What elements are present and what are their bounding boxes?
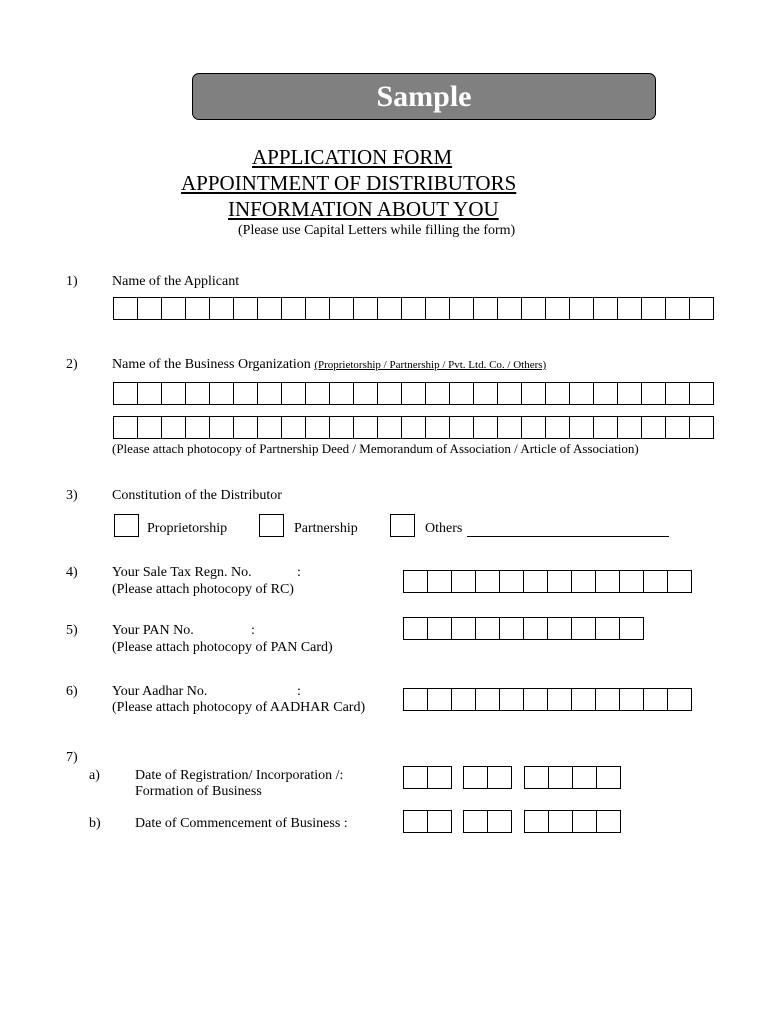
character-box[interactable] <box>377 382 402 405</box>
q2-label-text: Name of the Business Organization <box>112 357 311 372</box>
character-box[interactable] <box>689 416 714 439</box>
q2-label-hint: (Proprietorship / Partnership / Pvt. Ltd. Co. / Others) <box>314 359 547 371</box>
others-specify-line[interactable] <box>467 536 669 537</box>
character-box[interactable] <box>305 416 330 439</box>
character-box[interactable] <box>427 617 452 640</box>
character-box[interactable] <box>473 297 498 320</box>
character-box[interactable] <box>305 297 330 320</box>
q7a-number: a) <box>89 768 100 783</box>
character-box[interactable] <box>233 416 258 439</box>
character-box[interactable] <box>427 570 452 593</box>
proprietorship-label: Proprietorship <box>147 521 228 536</box>
character-box[interactable] <box>403 810 428 833</box>
q7-number: 7) <box>66 750 78 765</box>
character-box[interactable] <box>377 297 402 320</box>
character-box[interactable] <box>425 297 450 320</box>
character-box[interactable] <box>233 297 258 320</box>
pan-number-boxes[interactable] <box>403 617 644 640</box>
character-box[interactable] <box>521 416 546 439</box>
character-box[interactable] <box>641 297 666 320</box>
character-box[interactable] <box>547 617 572 640</box>
q5-number: 5) <box>66 623 78 638</box>
q5-attach-note: (Please attach photocopy of PAN Card) <box>112 640 333 655</box>
character-box[interactable] <box>665 297 690 320</box>
character-box[interactable] <box>281 297 306 320</box>
partnership-label: Partnership <box>294 521 358 536</box>
business-name-boxes-line-1[interactable] <box>113 382 714 405</box>
character-box[interactable] <box>329 297 354 320</box>
character-box[interactable] <box>463 810 488 833</box>
character-box[interactable] <box>473 382 498 405</box>
character-box[interactable] <box>449 382 474 405</box>
character-box[interactable] <box>449 416 474 439</box>
character-box[interactable] <box>499 617 524 640</box>
character-box[interactable] <box>572 810 597 833</box>
character-box[interactable] <box>427 810 452 833</box>
character-box[interactable] <box>617 416 642 439</box>
character-box[interactable] <box>353 382 378 405</box>
q4-attach-note: (Please attach photocopy of RC) <box>112 582 294 597</box>
character-box[interactable] <box>545 416 570 439</box>
q7a-label-line-1: Date of Registration/ Incorporation /: <box>135 768 344 783</box>
character-box[interactable] <box>643 570 668 593</box>
character-box[interactable] <box>689 382 714 405</box>
q1-label: Name of the Applicant <box>112 274 240 289</box>
q7a-label-line-2: Formation of Business <box>135 784 262 799</box>
character-box[interactable] <box>473 416 498 439</box>
character-box[interactable] <box>403 617 428 640</box>
q4-number: 4) <box>66 565 78 580</box>
character-box[interactable] <box>475 688 500 711</box>
character-box[interactable] <box>329 416 354 439</box>
character-box[interactable] <box>571 617 596 640</box>
character-box[interactable] <box>569 297 594 320</box>
character-box[interactable] <box>593 297 618 320</box>
character-box[interactable] <box>547 688 572 711</box>
character-box[interactable] <box>595 688 620 711</box>
character-box[interactable] <box>451 688 476 711</box>
character-box[interactable] <box>617 382 642 405</box>
character-box[interactable] <box>305 382 330 405</box>
banner-text: Sample <box>376 79 472 113</box>
character-box[interactable] <box>161 416 186 439</box>
character-box[interactable] <box>401 382 426 405</box>
character-box[interactable] <box>403 570 428 593</box>
character-box[interactable] <box>185 297 210 320</box>
character-box[interactable] <box>497 416 522 439</box>
q7b-label: Date of Commencement of Business : <box>135 816 348 831</box>
character-box[interactable] <box>524 766 549 789</box>
character-box[interactable] <box>571 570 596 593</box>
character-box[interactable] <box>403 766 428 789</box>
others-checkbox[interactable] <box>390 514 415 537</box>
character-box[interactable] <box>499 688 524 711</box>
character-box[interactable] <box>497 297 522 320</box>
applicant-name-boxes[interactable] <box>113 297 714 320</box>
q6-colon: : <box>297 684 301 699</box>
character-box[interactable] <box>641 416 666 439</box>
character-box[interactable] <box>463 766 488 789</box>
character-box[interactable] <box>185 416 210 439</box>
character-box[interactable] <box>113 416 138 439</box>
character-box[interactable] <box>499 570 524 593</box>
character-box[interactable] <box>401 416 426 439</box>
character-box[interactable] <box>667 688 692 711</box>
character-box[interactable] <box>475 570 500 593</box>
form-title: APPLICATION FORM <box>252 145 453 169</box>
q5-label: Your PAN No. <box>112 623 194 638</box>
character-box[interactable] <box>593 416 618 439</box>
character-box[interactable] <box>545 382 570 405</box>
character-box[interactable] <box>257 416 282 439</box>
character-box[interactable] <box>451 617 476 640</box>
character-box[interactable] <box>425 382 450 405</box>
character-box[interactable] <box>113 382 138 405</box>
character-box[interactable] <box>257 382 282 405</box>
q2-label <box>112 357 546 373</box>
character-box[interactable] <box>548 810 573 833</box>
sample-banner <box>192 73 656 120</box>
character-box[interactable] <box>665 382 690 405</box>
commencement-date-year-boxes[interactable] <box>524 810 621 833</box>
character-box[interactable] <box>451 570 476 593</box>
character-box[interactable] <box>329 382 354 405</box>
character-box[interactable] <box>545 297 570 320</box>
character-box[interactable] <box>475 617 500 640</box>
character-box[interactable] <box>523 570 548 593</box>
character-box[interactable] <box>617 297 642 320</box>
character-box[interactable] <box>137 416 162 439</box>
character-box[interactable] <box>596 766 621 789</box>
character-box[interactable] <box>524 810 549 833</box>
character-box[interactable] <box>641 382 666 405</box>
character-box[interactable] <box>593 382 618 405</box>
character-box[interactable] <box>572 766 597 789</box>
character-box[interactable] <box>137 297 162 320</box>
character-box[interactable] <box>619 570 644 593</box>
character-box[interactable] <box>353 297 378 320</box>
character-box[interactable] <box>403 688 428 711</box>
character-box[interactable] <box>353 416 378 439</box>
character-box[interactable] <box>427 766 452 789</box>
character-box[interactable] <box>521 382 546 405</box>
character-box[interactable] <box>547 570 572 593</box>
character-box[interactable] <box>595 570 620 593</box>
others-label: Others <box>425 521 463 536</box>
character-box[interactable] <box>233 382 258 405</box>
q4-label: Your Sale Tax Regn. No. <box>112 565 252 580</box>
character-box[interactable] <box>571 688 596 711</box>
character-box[interactable] <box>449 297 474 320</box>
q3-number: 3) <box>66 488 78 503</box>
character-box[interactable] <box>619 617 644 640</box>
character-box[interactable] <box>667 570 692 593</box>
character-box[interactable] <box>209 297 234 320</box>
character-box[interactable] <box>427 688 452 711</box>
character-box[interactable] <box>569 382 594 405</box>
commencement-date-day-boxes[interactable] <box>403 810 452 833</box>
character-box[interactable] <box>689 297 714 320</box>
registration-date-day-boxes[interactable] <box>403 766 452 789</box>
q4-colon: : <box>297 565 301 580</box>
character-box[interactable] <box>595 617 620 640</box>
character-box[interactable] <box>281 382 306 405</box>
character-box[interactable] <box>548 766 573 789</box>
character-box[interactable] <box>487 810 512 833</box>
q7b-number: b) <box>89 816 101 831</box>
sale-tax-regn-boxes[interactable] <box>403 570 692 593</box>
section-title: INFORMATION ABOUT YOU <box>228 197 499 221</box>
q6-number: 6) <box>66 684 78 699</box>
character-box[interactable] <box>161 382 186 405</box>
character-box[interactable] <box>209 382 234 405</box>
q2-number: 2) <box>66 357 78 372</box>
registration-date-month-boxes[interactable] <box>463 766 512 789</box>
character-box[interactable] <box>281 416 306 439</box>
character-box[interactable] <box>401 297 426 320</box>
fill-instruction: (Please use Capital Letters while filling the form) <box>238 223 516 238</box>
character-box[interactable] <box>569 416 594 439</box>
character-box[interactable] <box>497 382 522 405</box>
q2-attach-note: (Please attach photocopy of Partnership Deed / Memorandum of Association / Article of Association) <box>112 441 639 456</box>
proprietorship-checkbox[interactable] <box>114 514 139 537</box>
q6-attach-note: (Please attach photocopy of AADHAR Card) <box>112 700 366 715</box>
character-box[interactable] <box>665 416 690 439</box>
character-box[interactable] <box>161 297 186 320</box>
character-box[interactable] <box>487 766 512 789</box>
character-box[interactable] <box>185 382 210 405</box>
aadhar-number-boxes[interactable] <box>403 688 692 711</box>
q1-number: 1) <box>66 274 78 289</box>
partnership-checkbox[interactable] <box>259 514 284 537</box>
character-box[interactable] <box>521 297 546 320</box>
character-box[interactable] <box>523 617 548 640</box>
character-box[interactable] <box>596 810 621 833</box>
character-box[interactable] <box>425 416 450 439</box>
character-box[interactable] <box>113 297 138 320</box>
character-box[interactable] <box>619 688 644 711</box>
form-subtitle: APPOINTMENT OF DISTRIBUTORS <box>181 171 517 195</box>
q5-colon: : <box>251 623 255 638</box>
business-name-boxes-line-2[interactable] <box>113 416 714 439</box>
character-box[interactable] <box>523 688 548 711</box>
character-box[interactable] <box>643 688 668 711</box>
commencement-date-month-boxes[interactable] <box>463 810 512 833</box>
character-box[interactable] <box>257 297 282 320</box>
q3-label: Constitution of the Distributor <box>112 488 282 503</box>
character-box[interactable] <box>137 382 162 405</box>
character-box[interactable] <box>377 416 402 439</box>
q6-label: Your Aadhar No. <box>112 684 208 699</box>
registration-date-year-boxes[interactable] <box>524 766 621 789</box>
character-box[interactable] <box>209 416 234 439</box>
